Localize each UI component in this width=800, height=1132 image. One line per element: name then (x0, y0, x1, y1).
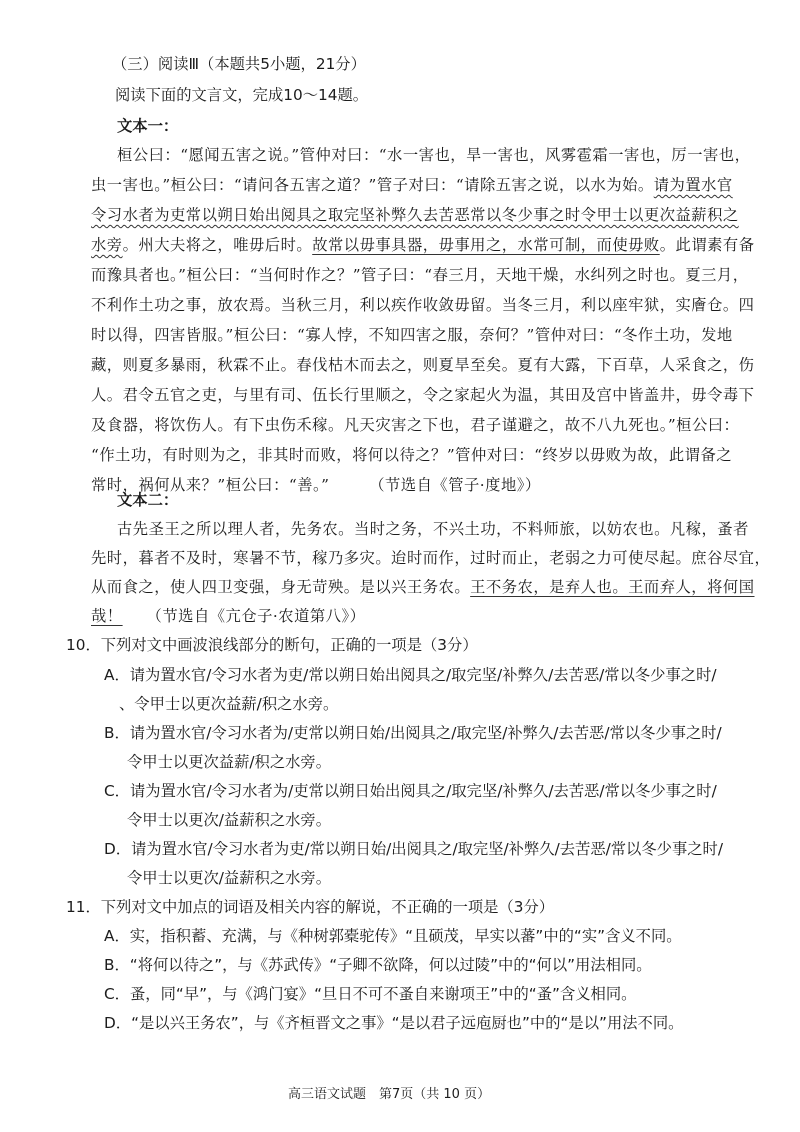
section-instruction: 阅读下面的文言文，完成10～14题。 (115, 86, 369, 104)
text-one-line: “作土功，有时则为之，非其时而败，将何以待之？”管仲对曰：“终岁以毋败为故，此谓备之 (91, 446, 733, 464)
q11-option-d: D．“是以兴王务农”，与《齐桓晋文之事》“是以君子远庖厨也”中的“是以”用法不同。 (104, 1014, 684, 1032)
text-one-line: 不利作土功之事，放农焉。当秋三月，利以疾作收敛毋留。当冬三月，利以座牢狱，实廥仓。四 (91, 296, 755, 314)
q10-option-a: A．请为置水官/令习水者为吏/常以朔日始出阅具之/取完坚/补弊久/去苦恶/常以冬少事之时/ (104, 666, 717, 684)
underlined-sentence: 故常以毋事具器，毋事用之，水常可制，而使毋败 (312, 236, 660, 254)
q10-option-d: D．请为置水官/令习水者为吏/常以朔日始/出阅具之/取完坚/补弊久/去苦恶/常以冬少事之时/ (104, 840, 723, 858)
q11-option-a: A．实，指积蓄、充满，与《种树郭橐驼传》“且硕茂，早实以蕃”中的“实”含义不同。 (104, 927, 682, 945)
text-two-label: 文本二： (117, 491, 179, 509)
text-one-line: 常时，祸何从来？”桓公曰：“善。” （节选自《管子·度地》） (91, 476, 541, 494)
text-one-line: 而豫具者也。”桓公曰：“当何时作之？”管子曰：“春三月，天地干燥，水纠列之时也。夏三月， (91, 266, 749, 284)
section-heading: （三）阅读Ⅲ（本题共5小题，21分） (112, 55, 366, 73)
text-two-line: 从而食之，使人四卫变强，身无苛殃。是以兴王务农。王不务农，是弃人也。王而弃人，将何国 (91, 578, 755, 596)
text-one-label: 文本一： (117, 117, 179, 135)
text-two-line: 古先圣王之所以理人者，先务农。当时之务，不兴土功，不料师旅，以妨农也。凡稼，蚤者 (117, 520, 749, 538)
q10-option-d-cont: 令甲士以更次/益薪积之水旁。 (127, 869, 332, 887)
text-two-line: 先时，暮者不及时，寒暑不节，稼乃多灾。迨时而作，过时而止，老弱之力可使尽起。庶谷尽宜， (91, 549, 771, 567)
text-one-line: 时以得，四害皆服。”桓公曰：“寡人悖，不知四害之服，奈何？”管仲对曰：“冬作土功，发地 (91, 326, 733, 344)
q11-option-b: B．“将何以待之”，与《苏武传》“子卿不欲降，何以过陵”中的“何以”用法相同。 (104, 956, 652, 974)
text-one-line: 人。君令五官之吏，与里有司、伍长行里顺之，令之家起火为温，其田及宫中皆盖井，毋令毒下 (91, 386, 755, 404)
underlined-sentence: 哉！ (91, 607, 123, 625)
question-10-stem: 10．下列对文中画波浪线部分的断句，正确的一项是（3分） (66, 636, 478, 654)
q10-option-b: B．请为置水官/令习水者为/吏常以朔日始/出阅具之/取完坚/补弊久/去苦恶/常以冬少事之时/ (104, 724, 722, 742)
question-11-stem: 11．下列对文中加点的词语及相关内容的解说，不正确的一项是（3分） (66, 898, 555, 916)
wavy-underlined-passage: 请为置水官 (653, 176, 733, 194)
text-one-line: 及食器，将饮伤人。有下虫伤禾稼。凡天灾害之下也，君子谨避之，故不八九死也。”桓公曰： (91, 416, 740, 434)
page-footer: 高三语文试题 第7页（共 10 页） (288, 1087, 491, 1102)
q11-option-c: C．蚤，同“早”，与《鸿门宴》“旦日不可不蚤自来谢项王”中的“蚤”含义相同。 (104, 985, 637, 1003)
wavy-underlined-passage: 水旁 (91, 236, 123, 254)
q10-option-c: C．请为置水官/令习水者为/吏常以朔日始出阅具之/取完坚/补弊久/去苦恶/常以冬少事之时/ (104, 782, 717, 800)
underlined-sentence: 王不务农，是弃人也。王而弃人，将何国 (470, 578, 755, 596)
q10-option-a-cont: 、令甲士以更次益薪/积之水旁。 (119, 695, 339, 713)
text-one-line: 虫一害也。”桓公曰：“请问各五害之道？”管子对曰：“请除五害之说，以水为始。请为置水官 (91, 176, 733, 194)
q10-option-b-cont: 令甲士以更次益薪/积之水旁。 (127, 753, 332, 771)
text-one-line: 桓公曰：“愿闻五害之说。”管仲对曰：“水一害也，旱一害也，风雾雹霜一害也，厉一害也， (117, 146, 751, 164)
text-one-line: 藏，则夏多暴雨，秋霖不止。春伐枯木而去之，则夏旱至矣。夏有大露，下百草，人采食之，伤 (91, 356, 755, 374)
text-one-line: 水旁。州大夫将之，唯毋后时。故常以毋事具器，毋事用之，水常可制，而使毋败。此谓素有备 (91, 236, 755, 254)
q10-option-c-cont: 令甲士以更次/益薪积之水旁。 (127, 811, 332, 829)
text-two-line: 哉！ （节选自《亢仓子·农道第八》） (91, 607, 366, 625)
wavy-underlined-passage: 令习水者为吏常以朔日始出阅具之取完坚补弊久去苦恶常以冬少事之时令甲士以更次益薪积之 (91, 206, 739, 224)
